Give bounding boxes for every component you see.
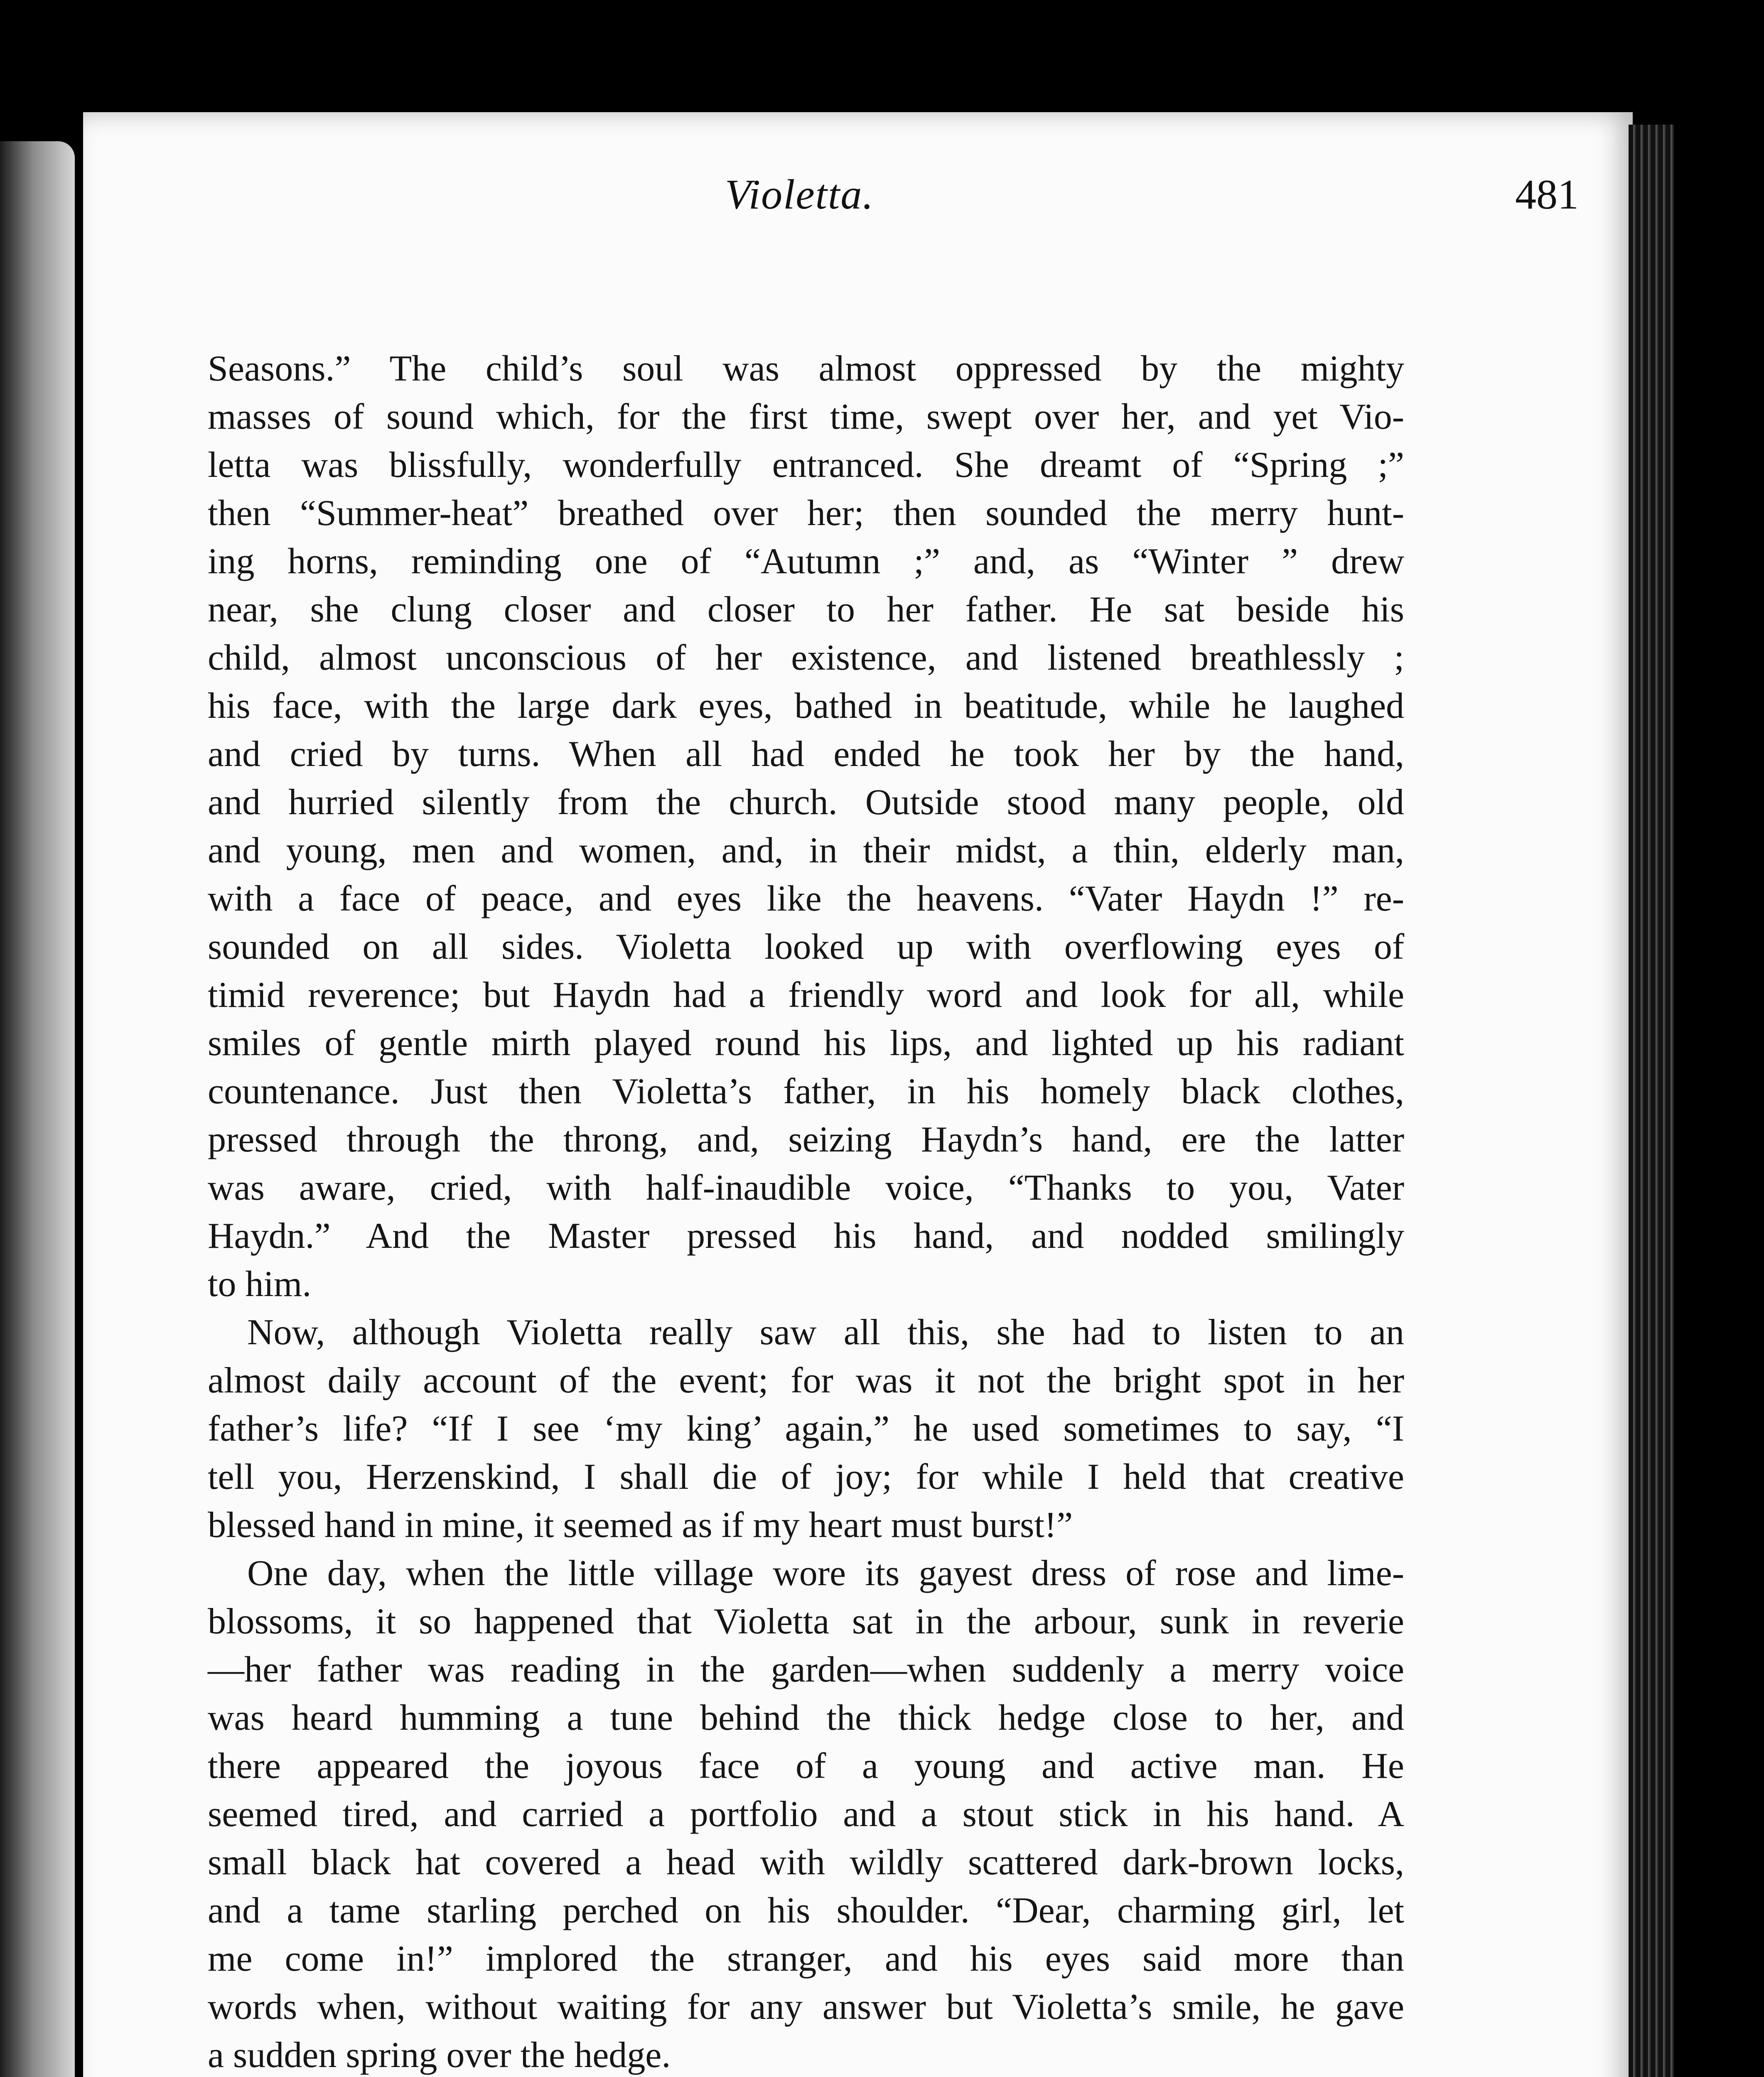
text-line: sounded on all sides. Violetta looked up with overflowing eyes of	[208, 927, 1404, 967]
body-text	[208, 345, 1404, 2077]
text-line: timid reverence; but Haydn had a friendly word and look for all, while	[208, 975, 1404, 1015]
text-line: child, almost unconscious of her existence, and listened breathlessly ;	[208, 638, 1404, 678]
text-line: seemed tired, and carried a portfolio and a stout stick in his hand. A	[208, 1794, 1404, 1834]
text-line: Seasons.” The child’s soul was almost oppressed by the mighty	[208, 349, 1404, 389]
text-line: pressed through the throng, and, seizing Haydn’s hand, ere the latter	[208, 1120, 1404, 1160]
text-line: to him.	[208, 1264, 312, 1304]
text-line: then “Summer-heat” breathed over her; then sounded the merry hunt-	[208, 493, 1404, 533]
text-line: and cried by turns. When all had ended he took her by the hand,	[208, 734, 1404, 774]
text-line: a sudden spring over the hedge.	[208, 2035, 671, 2075]
page-number: 481	[1515, 171, 1579, 218]
page-stack-edge	[1629, 125, 1674, 2077]
text-line: father’s life? “If I see ‘my king’ again,” he used sometimes to say, “I	[208, 1409, 1404, 1449]
text-line: and hurried silently from the church. Outside stood many people, old	[208, 782, 1404, 822]
running-head	[125, 170, 1587, 253]
text-line: small black hat covered a head with wildly scattered dark-brown locks,	[208, 1842, 1404, 1883]
text-line: countenance. Just then Violetta’s father, in his homely black clothes,	[208, 1071, 1404, 1112]
text-line: and young, men and women, and, in their midst, a thin, elderly man,	[208, 830, 1404, 871]
text-line: Haydn.” And the Master pressed his hand, and nodded smilingly	[208, 1216, 1404, 1256]
text-line: and a tame starling perched on his shoulder. “Dear, charming girl, let	[208, 1890, 1404, 1931]
text-line: —her father was reading in the garden—when suddenly a merry voice	[208, 1650, 1404, 1690]
text-line: Now, although Violetta really saw all this, she had to listen to an	[247, 1312, 1404, 1353]
text-line: masses of sound which, for the first time, swept over her, and yet Vio-	[208, 397, 1404, 437]
running-title: Violetta.	[725, 171, 874, 218]
text-line: blessed hand in mine, it seemed as if my heart must burst!”	[208, 1505, 1073, 1545]
text-line: words when, without waiting for any answer but Violetta’s smile, he gave	[208, 1987, 1404, 2027]
text-line: was heard humming a tune behind the thick hedge close to her, and	[208, 1698, 1404, 1738]
text-line: blossoms, it so happened that Violetta sat in the arbour, sunk in reverie	[208, 1601, 1404, 1642]
text-line: almost daily account of the event; for was it not the bright spot in her	[208, 1360, 1404, 1401]
text-line: tell you, Herzenskind, I shall die of joy; for while I held that creative	[208, 1457, 1404, 1497]
text-line: smiles of gentle mirth played round his lips, and lighted up his radiant	[208, 1023, 1404, 1063]
text-line: One day, when the little village wore its gayest dress of rose and lime-	[247, 1553, 1404, 1593]
text-line: his face, with the large dark eyes, bathed in beatitude, while he laughed	[208, 686, 1404, 726]
text-line: letta was blissfully, wonderfully entranced. She dreamt of “Spring ;”	[208, 445, 1404, 485]
facing-page-edge	[0, 141, 75, 2077]
text-line: there appeared the joyous face of a young and active man. He	[208, 1746, 1404, 1786]
text-line: ing horns, reminding one of “Autumn ;” and, as “Winter ” drew	[208, 541, 1404, 582]
text-line: with a face of peace, and eyes like the heavens. “Vater Haydn !” re-	[208, 879, 1404, 919]
text-line: was aware, cried, with half-inaudible voice, “Thanks to you, Vater	[208, 1168, 1404, 1208]
text-line: near, she clung closer and closer to her father. He sat beside his	[208, 589, 1404, 630]
text-line: me come in!” implored the stranger, and his eyes said more than	[208, 1939, 1404, 1979]
